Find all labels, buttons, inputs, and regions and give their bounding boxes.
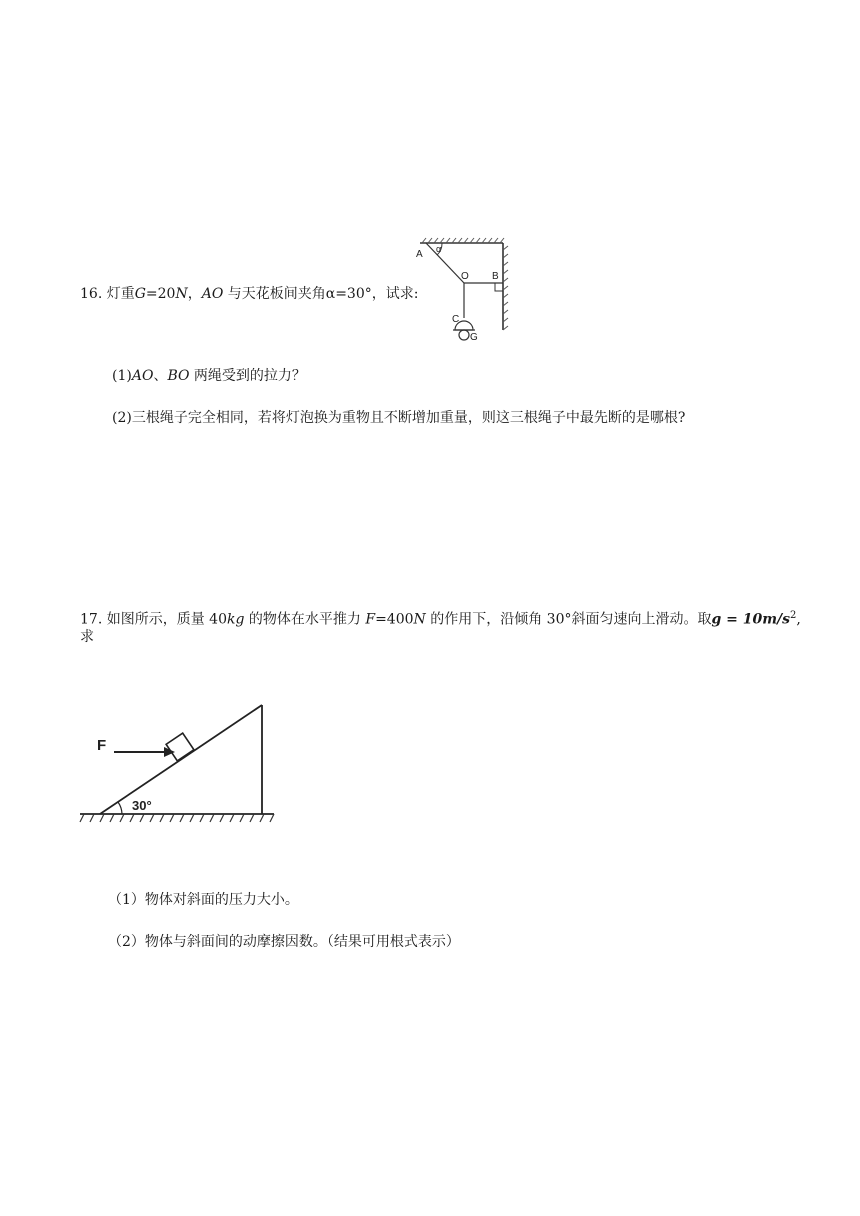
problem-17-question-1: （1）物体对斜面的压力大小。 xyxy=(108,892,299,908)
problem-16-question-1: (1)AO、BO 两绳受到的拉力？ xyxy=(112,368,306,384)
incline-slope xyxy=(100,705,262,814)
problem-17-question-2: （2）物体与斜面间的动摩擦因数。（结果可用根式表示） xyxy=(108,934,460,950)
label-alpha: α xyxy=(436,244,442,254)
angle-label: 30° xyxy=(132,798,152,813)
label-b: B xyxy=(492,271,499,282)
label-a: A xyxy=(416,249,423,260)
angle-arc xyxy=(118,802,122,814)
ground-hatch xyxy=(80,814,274,822)
label-o: O xyxy=(461,271,469,282)
incline-diagram xyxy=(76,698,280,830)
label-c: C xyxy=(452,314,460,325)
lamp-rope-diagram xyxy=(412,236,516,344)
problem-17-stem: 17. 如图所示，质量 40kg 的物体在水平推力 F=400N 的作用下，沿倾角 30°斜面匀速向上滑动。取$g = 10m/s^2$, xyxy=(80,610,801,628)
problem-16-stem: 16. 灯重G=20N，AO 与天花板间夹角α=30°，试求: xyxy=(80,286,419,302)
force-label: F xyxy=(97,737,107,754)
rope-ao xyxy=(426,243,464,283)
problem-16-question-2: (2)三根绳子完全相同，若将灯泡换为重物且不断增加重量，则这三根绳子中最先断的是哪根? xyxy=(112,410,686,426)
problem-number: 16. xyxy=(80,286,103,302)
label-g: G xyxy=(470,332,478,343)
block xyxy=(166,733,194,761)
problem-17-stem-line-2: 求 xyxy=(80,629,94,645)
problem-number: 17. xyxy=(80,611,103,628)
right-angle-mark xyxy=(495,283,503,291)
